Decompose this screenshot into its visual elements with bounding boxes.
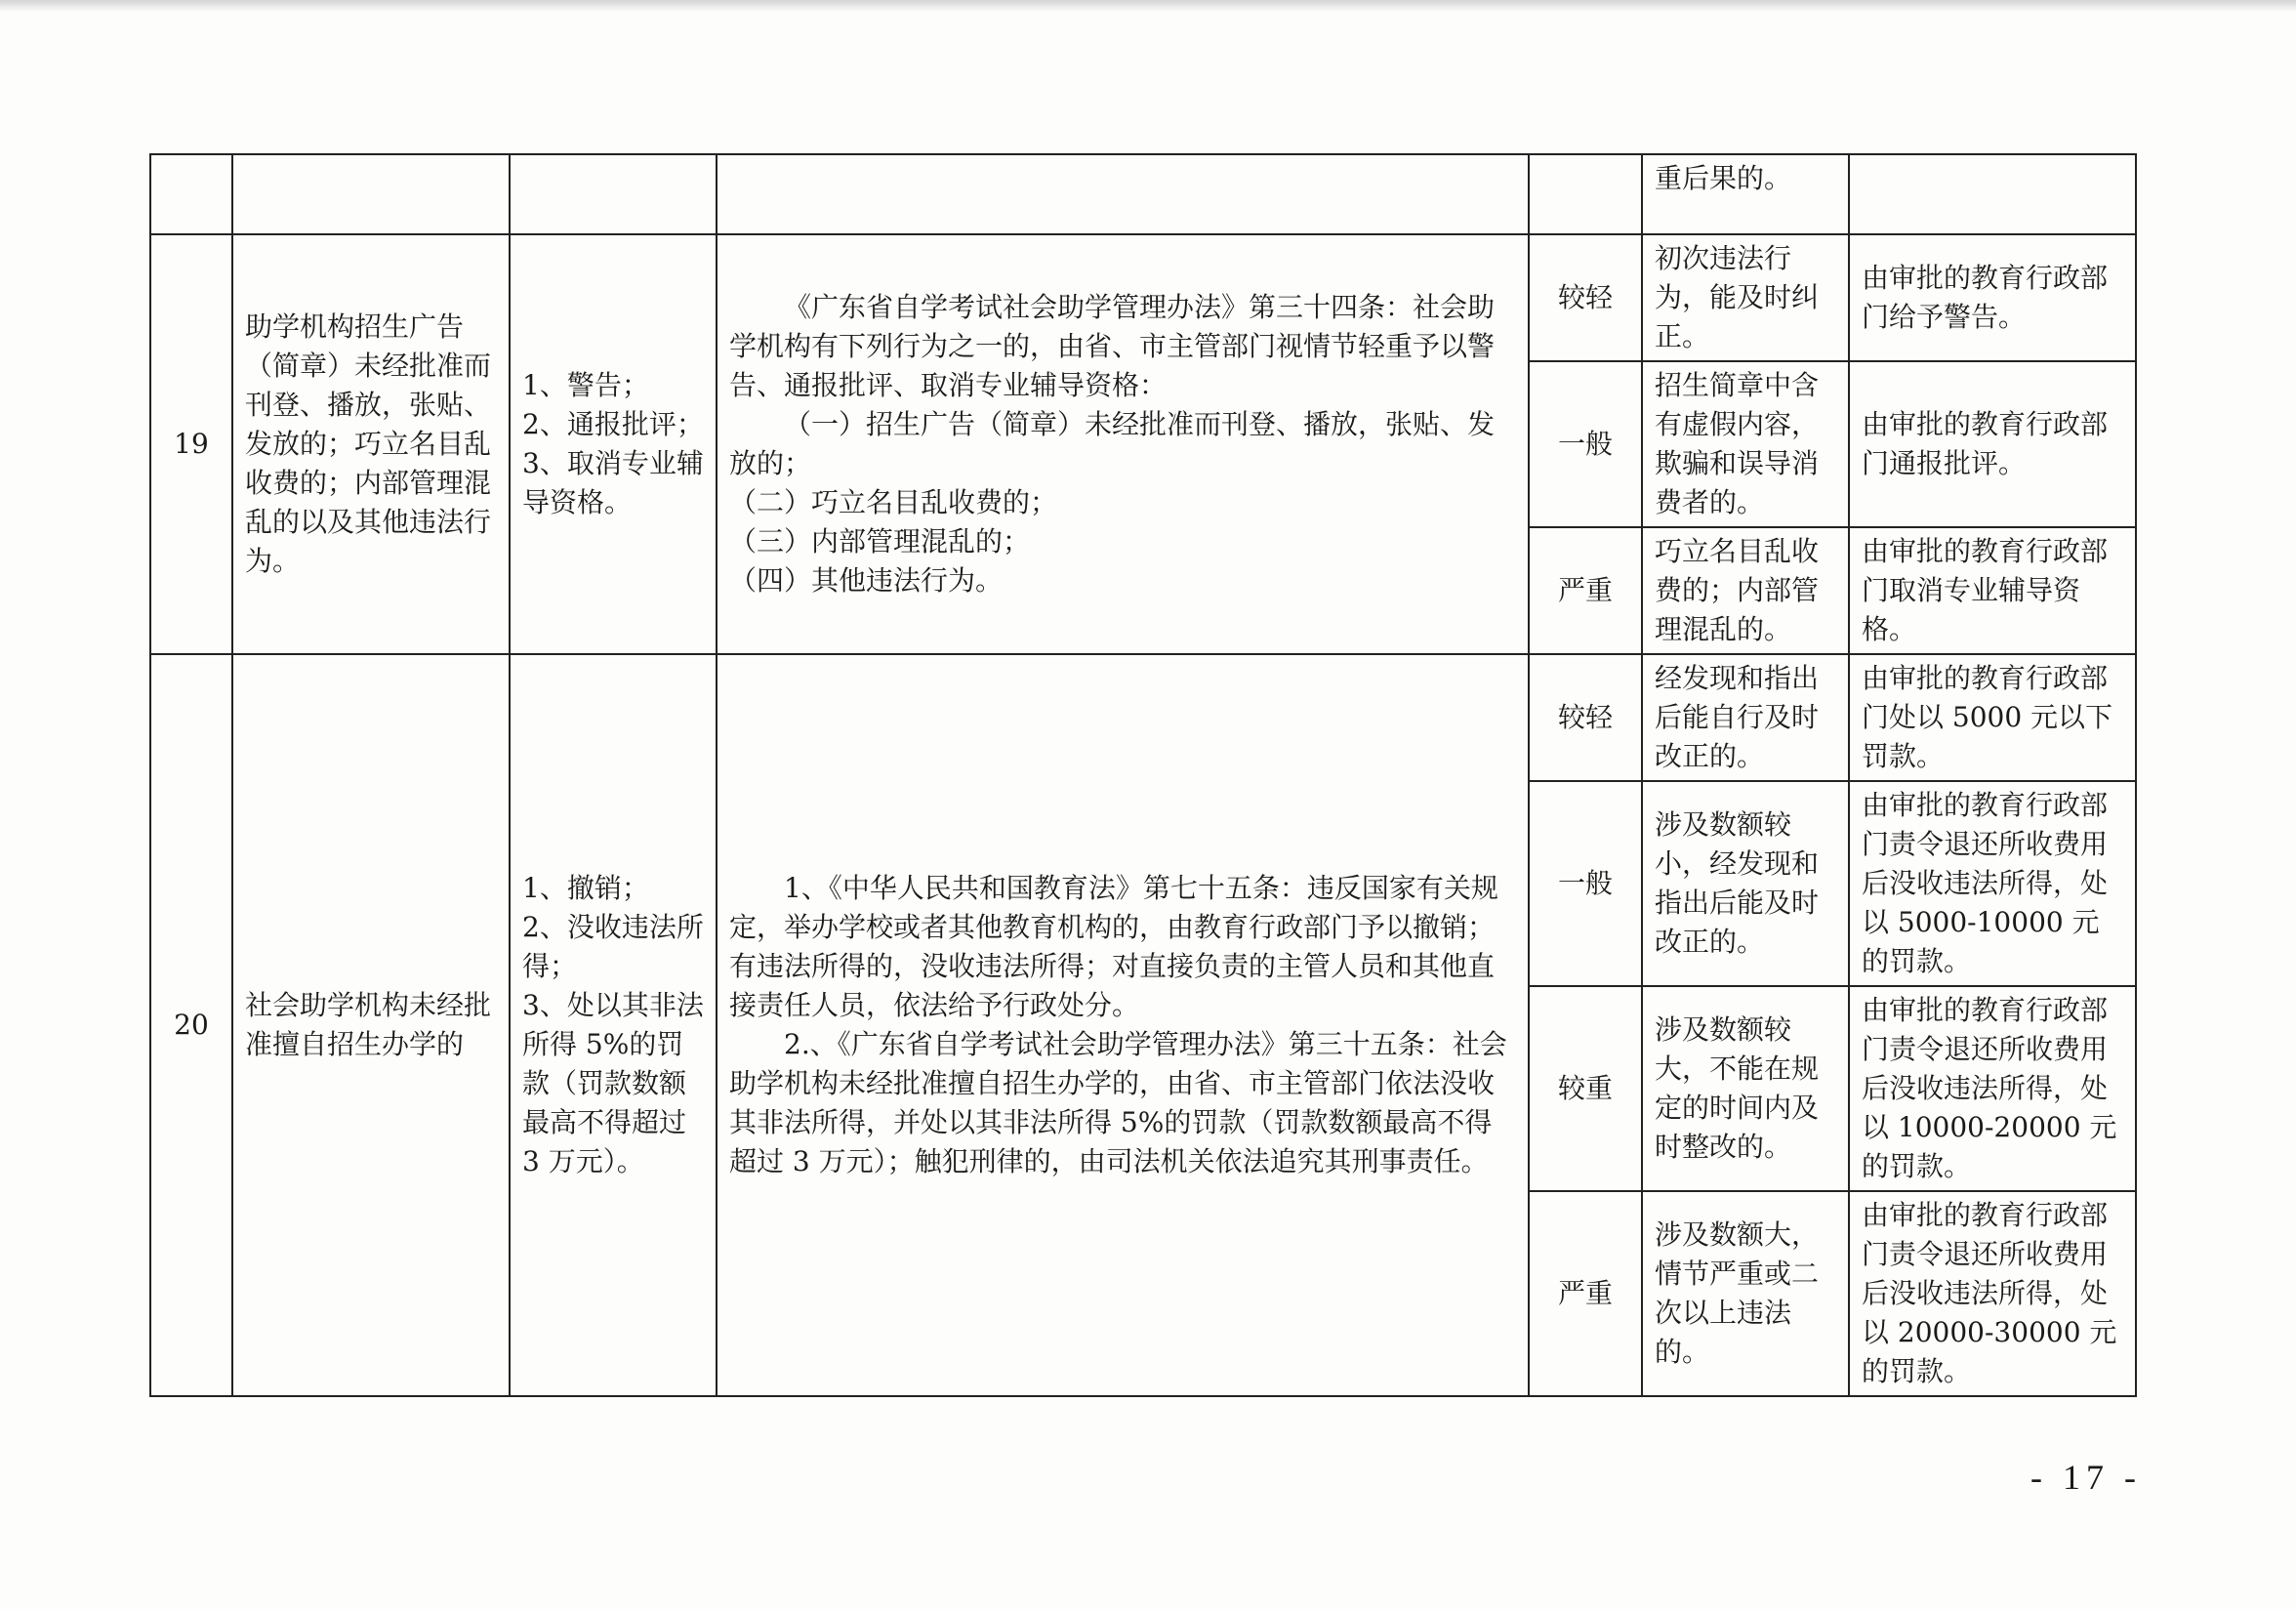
table-row-20: [150, 654, 2136, 781]
basis-paragraph: 《广东省自学考试社会助学管理办法》第三十四条：社会助学机构有下列行为之一的，由省、市主管部门视情节轻重予以警告、通报批评、取消专业辅导资格：: [729, 291, 1496, 401]
severity-level: 一般: [1529, 361, 1642, 527]
continuation-penalty-cell: [510, 154, 717, 234]
continuation-level-cell: [1529, 154, 1642, 234]
basis-paragraph: 1、《中华人民共和国教育法》第七十五条：违反国家有关规定，举办学校或者其他教育机构的，由教育行政部门予以撤销；有违法所得的，没收违法所得；对直接负责的主管人员和其他直接责任人员，依法给予行政处分。: [729, 872, 1498, 1021]
row-number: 19: [150, 234, 232, 654]
continuation-condition-cell: [1642, 154, 1849, 234]
penalty-standard: 由审批的教育行政部门给予警告。: [1849, 234, 2136, 361]
severity-level: 较轻: [1529, 234, 1642, 361]
basis-paragraph: 2.、《广东省自学考试社会助学管理办法》第三十五条：社会助学机构未经批准擅自招生办学的，由省、市主管部门依法没收其非法所得，并处以其非法所得 5%的罚款（罚款数额最高不得超过 3 万元）；触犯刑律的，由司法机关依法追究其刑事责任。: [729, 1028, 1507, 1177]
severity-condition: 涉及数额大，情节严重或二次以上违法的。: [1642, 1191, 1849, 1396]
continuation-standard-cell: [1849, 154, 2136, 234]
violation-description: 社会助学机构未经批准擅自招生办学的: [232, 654, 510, 1396]
basis-paragraph: （四）其他违法行为。: [729, 564, 1004, 597]
penalty-types: 1、撤销； 2、没收违法所得； 3、处以其非法所得 5%的罚款（罚款数额最高不得超过 3 万元）。: [510, 654, 717, 1396]
continuation-basis-cell: [717, 154, 1529, 234]
severity-condition: 经发现和指出后能自行及时改正的。: [1642, 654, 1849, 781]
page-number: - 17 -: [2030, 1458, 2142, 1497]
penalty-standard: 由审批的教育行政部门取消专业辅导资格。: [1849, 527, 2136, 654]
penalty-standard: 由审批的教育行政部门责令退还所收费用后没收违法所得，处以 5000-10000 元的罚款。: [1849, 781, 2136, 986]
violation-description: 助学机构招生广告（简章）未经批准而刊登、播放，张贴、发放的；巧立名目乱收费的；内部管理混乱的以及其他违法行为。: [232, 234, 510, 654]
penalty-standard: 由审批的教育行政部门通报批评。: [1849, 361, 2136, 527]
severity-condition: 招生简章中含有虚假内容，欺骗和误导消费者的。: [1642, 361, 1849, 527]
continuation-row: [150, 154, 2136, 234]
row-number: 20: [150, 654, 232, 1396]
continuation-violation-cell: [232, 154, 510, 234]
penalty-standard: 由审批的教育行政部门责令退还所收费用后没收违法所得，处以 10000-20000 元的罚款。: [1849, 986, 2136, 1191]
penalty-standard: 由审批的教育行政部门处以 5000 元以下罚款。: [1849, 654, 2136, 781]
severity-condition: 涉及数额较大，不能在规定的时间内及时整改的。: [1642, 986, 1849, 1191]
severity-level: 较轻: [1529, 654, 1642, 781]
penalty-table: [149, 153, 2137, 1397]
legal-basis: [717, 654, 1529, 1396]
penalty-types: 1、警告； 2、通报批评； 3、取消专业辅导资格。: [510, 234, 717, 654]
severity-condition: 初次违法行为，能及时纠正。: [1642, 234, 1849, 361]
basis-paragraph: （二）巧立名目乱收费的；: [729, 486, 1058, 518]
continuation-condition-text: 重后果的。: [1655, 162, 1792, 194]
severity-level: 严重: [1529, 1191, 1642, 1396]
severity-condition: 巧立名目乱收费的；内部管理混乱的。: [1642, 527, 1849, 654]
basis-paragraph: （一）招生广告（简章）未经批准而刊登、播放，张贴、发放的；: [729, 408, 1496, 479]
continuation-num-cell: [150, 154, 232, 234]
penalty-standard: 由审批的教育行政部门责令退还所收费用后没收违法所得，处以 20000-30000 元的罚款。: [1849, 1191, 2136, 1396]
severity-level: 一般: [1529, 781, 1642, 986]
severity-level: 严重: [1529, 527, 1642, 654]
basis-paragraph: （三）内部管理混乱的；: [729, 525, 1031, 557]
severity-condition: 涉及数额较小，经发现和指出后能及时改正的。: [1642, 781, 1849, 986]
legal-basis: [717, 234, 1529, 654]
scan-edge: [0, 0, 2296, 12]
table-row-19: [150, 234, 2136, 361]
severity-level: 较重: [1529, 986, 1642, 1191]
